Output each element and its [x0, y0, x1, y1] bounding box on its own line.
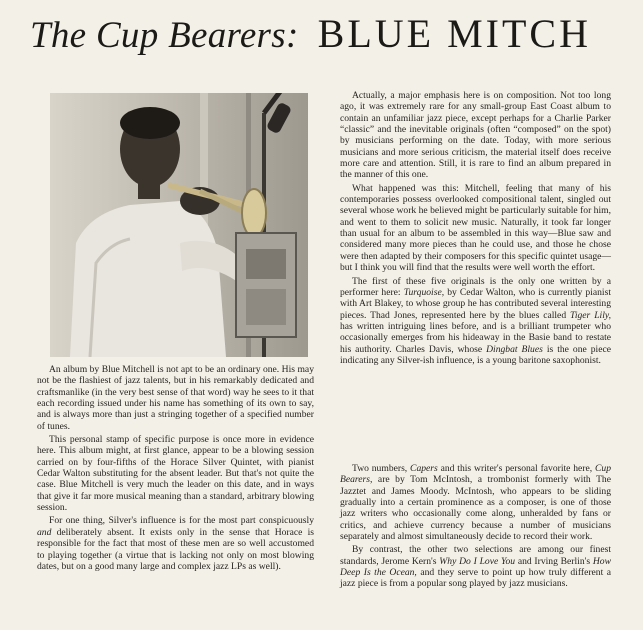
text-run-italic: Dingbat Blues: [486, 343, 543, 355]
paragraph: [37, 364, 314, 432]
text-run: are by Tom McIntosh, a trombonist formerly with The Jazztet and James Moody. McIntosh, who appears to be sliding gradually into a certain prominence as a composer, is one of those jazz writers who occasionally come along, unheralded by fans or critics, and achieve currency because a number of musicians separately and almost simultaneously decide to record their work.: [340, 474, 611, 543]
text-run: and Irving Berlin's: [515, 555, 593, 567]
text-run: is the one piece indicating any Silver-ish influence, is a young baritone saxophonist.: [340, 343, 611, 366]
text-run: and they serve to point up how truly different a jazz piece is from a popular song played by jazz musicians.: [340, 567, 612, 590]
page-header: [30, 10, 643, 72]
text-run-italic: Turquoise,: [403, 286, 445, 298]
text-run: by Cedar Walton, who is currently pianist with Art Blakey, to whose group he has contributed several interesting pieces. Thad Jones, represented here by the blues called: [340, 286, 611, 321]
text-run: By contrast, the other two selections are among our finest standards, Jerome Kern's: [340, 544, 611, 567]
paragraph: [340, 276, 611, 367]
text-run: Actually, a major emphasis here is on composition. Not too long ago, it was extremely rare for any small-group East Coast album to contain an unfamiliar jazz piece, except perhaps for a Charlie Parker “classic” and the inevitable originals (often “composed” on the spot) by musicians performing on the date. Today, with more serious musicians and more serious criticism, the material itself does receive more care and attention. Still, it is rare to find an album prepared in the manner of this one.: [340, 90, 611, 181]
text-run: Two numbers,: [352, 463, 411, 474]
text-run-italic: Cup Bearers,: [340, 463, 611, 486]
right-column-top-text: [340, 90, 611, 368]
text-run-italic: How Deep Is the Ocean,: [340, 555, 611, 579]
text-run: deliberately absent. It exists only in the sense that Horace is responsible for the fact that most of these men are so well accustomed to playing together (a virtue that is lacking not only on most blowing dates, but on a good many large and complex jazz LPs as well).: [37, 526, 314, 572]
paragraph: [340, 544, 611, 589]
text-run-italic: and: [37, 526, 52, 538]
trumpet-player-photo-icon: [50, 93, 308, 357]
album-title: The Cup Bearers:: [30, 15, 299, 56]
text-run-italic: Tiger Lily,: [570, 309, 611, 321]
text-run: An album by Blue Mitchell is not apt to be an ordinary one. His may not be the flashiest of jazz talents, but in his remarkably dedicated and craftsmanlike (in the very best sense of that word) way he sees to it that each recording issued under his name has something of its own to say, and is always more than just a stringing together of a specified number of tunes.: [37, 364, 314, 432]
paragraph: [37, 515, 314, 572]
artist-name: BLUE MITCH: [317, 11, 591, 56]
paragraph: [340, 463, 611, 542]
text-run: and this writer's personal favorite here,: [437, 463, 595, 474]
text-run: What happened was this: Mitchell, feeling that many of his contemporaries possess overlooked compositional talent, singled out several whose work he believed might be particularly suitable for him, and went to them to solicit new music. Naturally, it took far longer than usual for an album to be assembled in this way—Blue saw and considered many more pieces than he could use, and those he chose were then adapted by their composers for this specific quintet usage—but I think you will find that the results were well worth the effort.: [340, 182, 611, 274]
text-run: This personal stamp of specific purpose is once more in evidence here. This album might, at first glance, appear to be a blowing session carried on by four-fifths of the Horace Silver Quintet, with pianist Cedar Walton substituting for the absent leader. But that's not quite the case. Blue Mitchell is very much the leader on this date, and in ways that give it far more musical meaning than a standard, arbitrary blowing session.: [37, 434, 314, 514]
text-run-italic: Capers: [410, 463, 438, 474]
left-column-text: [37, 364, 314, 574]
text-run-italic: Why Do I Love You: [439, 555, 516, 567]
paragraph: [340, 183, 611, 274]
paragraph: [37, 434, 314, 513]
right-column-bottom-text: [340, 463, 611, 592]
text-run: has written intriguing lines before, and is a brilliant trumpeter who occasionally emerges from his hideaway in the Basie band to restate his authority. Charles Davis, whose: [340, 320, 611, 355]
photo-illustration: [50, 93, 308, 357]
paragraph: [340, 90, 611, 181]
text-run: The first of these five originals is the only one written by a performer here:: [340, 275, 611, 298]
text-run: For one thing, Silver's influence is for the most part conspicuously: [49, 515, 314, 527]
